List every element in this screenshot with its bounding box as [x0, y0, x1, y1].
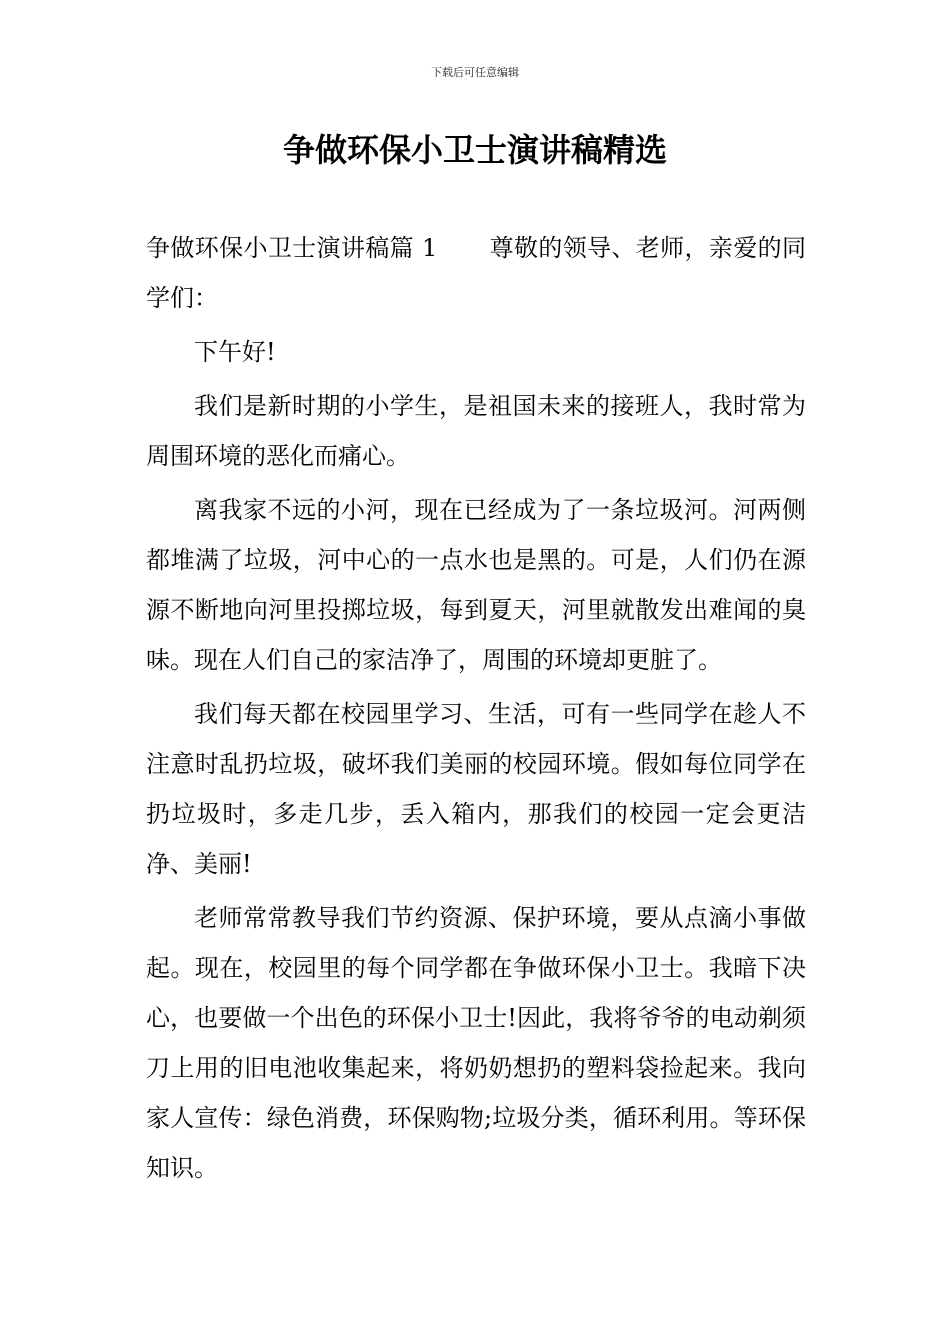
paragraph-students: 我们是新时期的小学生，是祖国未来的接班人，我时常为周围环境的恶化而痛心。: [146, 392, 806, 470]
page-header-note: 下载后可任意编辑: [431, 66, 519, 79]
paragraph-campus: 我们每天都在校园里学习、生活，可有一些同学在趁人不注意时乱扔垃圾，破坏我们美丽的校园环境。假如每位同学在扔垃圾时，多走几步，丢入箱内，那我们的校园一定会更洁净、美丽!: [146, 700, 806, 878]
salutation: 尊敬的领导、老师，亲爱的同学们：: [146, 234, 806, 312]
document-title: 争做环保小卫士演讲稿精选: [282, 131, 667, 169]
intro-paragraph: [146, 223, 806, 323]
paragraph-river: 离我家不远的小河，现在已经成为了一条垃圾河。河两侧都堆满了垃圾，河中心的一点水也是黑的。可是，人们仍在源源不断地向河里投掷垃圾，每到夏天，河里就散发出难闻的臭味。现在人们自己的家洁净了，周围的环境却更脏了。: [146, 496, 806, 674]
paragraph-greeting: 下午好!: [194, 338, 276, 366]
speech-heading: 争做环保小卫士演讲稿篇 1: [146, 234, 438, 262]
document-body: [146, 223, 806, 1197]
paragraph-teacher: 老师常常教导我们节约资源、保护环境，要从点滴小事做起。现在，校园里的每个同学都在争做环保小卫士。我暗下决心，也要做一个出色的环保小卫士!因此，我将爷爷的电动剃须刀上用的旧电池收集起来，将奶奶想扔的塑料袋捡起来。我向家人宣传：绿色消费，环保购物;垃圾分类，循环利用。等环保知识。: [146, 904, 806, 1182]
